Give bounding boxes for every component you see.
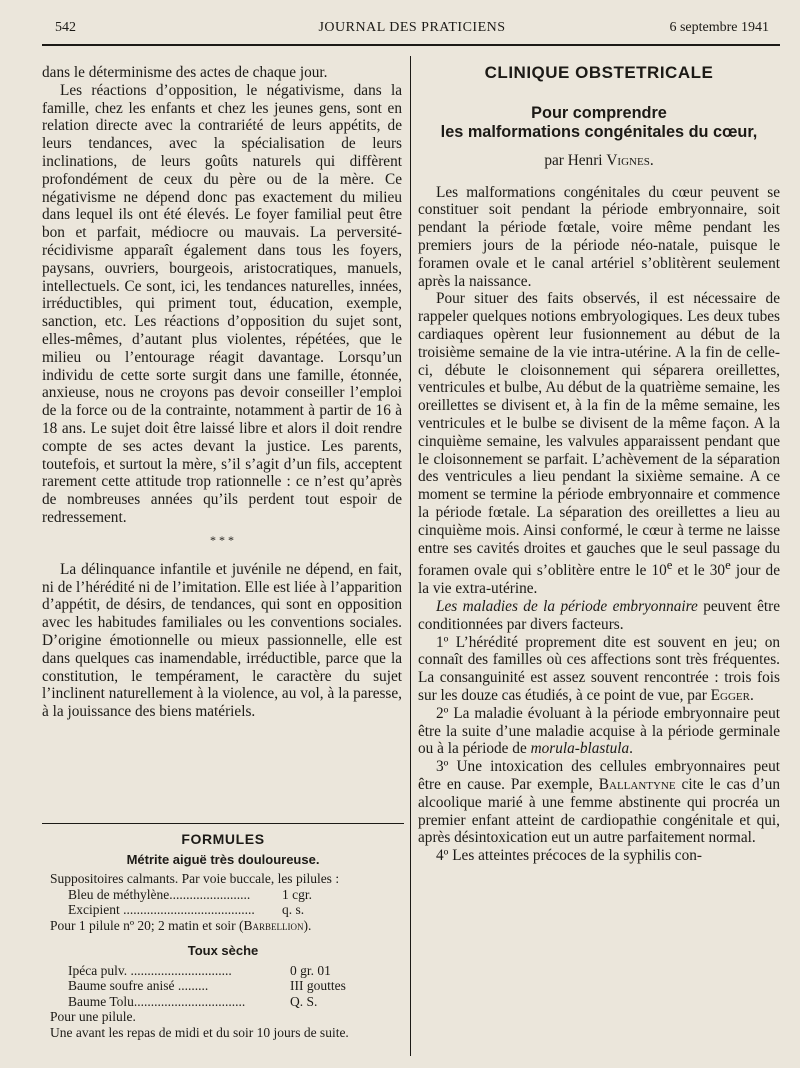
formula-ingredient (42, 994, 404, 1010)
paragraph: dans le déterminisme des actes de chaque jour. (42, 64, 328, 81)
ingredient-qty: Q. S. (290, 993, 318, 1009)
formules-title: FORMULES (181, 831, 265, 847)
running-header (55, 20, 769, 42)
paragraph: 2º La maladie évoluant à la période embryonnaire peut être la suite d’une maladie acquise à la période germinale ou à la période de morula-blastula. (418, 704, 780, 758)
formula-ingredient (42, 963, 404, 979)
paragraph: 3º Une intoxication des cellules embryonnaires peut être en cause. Par exemple, Ballantyne cite le cas d’un alcoolique marié à une femme abstinente qui procréa un premier enfant atteint de cardiopathie congénitale et qui, après désintoxication eut un autre parfaitement normal. (418, 758, 780, 847)
paragraph: Les malformations congénitales du cœur peuvent se constituer soit pendant la période embryonnaire, soit pendant la période fœtale, voire même pendant les premiers jours de la période néo-natale, puisque le foramen ovale et le canal artériel s’oblitèrent seulement après la naissance. (418, 183, 780, 290)
ingredient-name: Bleu de méthylène........................ (68, 886, 251, 902)
formules-top-rule (42, 823, 404, 824)
paragraph: La délinquance infantile et juvénile ne dépend, en fait, ni de l’hérédité ni de l’imitation. Elle est liée à l’apparition d’appétit, de désirs, de tendances, qui sont en opposition avec les habitudes familiales ou les conventions sociales. D’origine émotionnelle ou mieux passionnelle, elle est dans quelques cas inamendable, irréductible, parce que la constitution, le tempérament, le caractère du sujet l’inclinent naturellement à la violence, au vol, à la paresse, à la jouissance des biens matériels. (42, 560, 402, 721)
ingredient-name: Excipient ....................................... (68, 902, 255, 917)
section-separator: * * * (210, 532, 234, 547)
ingredient-qty: q. s. (282, 902, 305, 917)
header-rule (42, 44, 780, 46)
formula-instruction: Une avant les repas de midi et du soir 10 jours de suite. (50, 1024, 349, 1040)
ingredient-name: Ipéca pulv. .............................. (68, 962, 232, 978)
formula-ingredient (42, 978, 404, 994)
ingredient-qty: III gouttes (290, 978, 346, 993)
left-column (42, 64, 402, 721)
formula-subtitle: Métrite aiguë très douloureuse. (126, 851, 320, 867)
formula-ingredient (42, 887, 404, 903)
paragraph: Les maladies de la période embryonnaire peuvent être conditionnées par divers facteurs. (418, 598, 780, 633)
formules-box (42, 828, 404, 1040)
section-title: CLINIQUE OBSTETRICALE (484, 63, 714, 82)
journal-title: JOURNAL DES PRATICIENS (318, 20, 506, 35)
ingredient-name: Baume Tolu................................. (68, 993, 246, 1009)
paragraph: 4º Les atteintes précoces de la syphilis con- (436, 847, 702, 865)
article-byline: par Henri Vignes. (544, 151, 654, 169)
paragraph: Les réactions d’opposition, le négativisme, dans la famille, chez les enfants et chez les jeunes gens, sont en relation directe avec la contrariété de leurs appétits, de leurs tendances, avec la spécialisation de leurs inclinations, de leurs goûts naturels qui diffèrent profondément de ceux du père ou de la mère. Ce négativisme ne dépend donc pas exactement du milieu dans lequel ils ont été élevés. Le foyer familial peut être bon et parfait, médiocre ou mauvais. La perversité-récidivisme apparaît également dans tous les foyers, paysans, ouvriers, bourgeois, aristocratiques, manuels, intellectuels. Ce sont, ici, les tendances naturelles, innées, irréductibles, qui priment tout, éducation, exemple, sanction, etc. Les réactions d’opposition du sujet sont, elles-mêmes, d’autant plus violentes, répétées, que le milieu ou l’entourage réagit davantage. Lorsqu’un individu de cette sorte surgit dans une famille, étonnée, anxieuse, nous ne croyons pas devoir conseiller l’emploi de la force ou de la contrainte, notamment à partir de 16 à 18 ans. Le sujet doit être laissé libre et alors il doit rendre compte de ses actes devant la justice. Les parents, toutefois, et surtout la mère, s’il s’agit d’un fils, acceptent rarement cette attitude trop rationnelle : ce n’est qu’après de nombreuses années qu’ils perdent tout espoir de redressement. (42, 81, 402, 526)
right-column (418, 64, 780, 865)
issue-date: 6 septembre 1941 (669, 20, 769, 35)
column-divider (410, 56, 411, 1056)
ingredient-name: Baume soufre anisé ......... (68, 978, 209, 993)
ingredient-qty: 1 cgr. (282, 886, 312, 902)
article-title: Pour comprendre les malformations congénitales du cœur, (440, 103, 758, 141)
paragraph: 1º L’hérédité proprement dite est souvent en jeu; on connaît des familles où ces affections sont très fréquentes. La consanguinité est assez souvent rencontrée : trois fois sur les douze cas étudiés, à ce point de vue, par Egger. (418, 633, 780, 704)
formula-instruction: Pour une pilule. (50, 1009, 136, 1024)
paragraph: Pour situer des faits observés, il est nécessaire de rappeler quelques notions embryologiques. Les deux tubes cardiaques opèrent leur fusionnement au début de la troisième semaine de la vie intra-utérine. A la fin de celle-ci, débute le cloisonnement qui séparera oreillettes, ventricules et bulbe, Au début de la quatrième semaine, les oreillettes se divisent et, à la fin de la même semaine, les ventricules et le bulbe se divisent de la même façon. A la cinquième semaine, les valvules apparaissent pendant que le cloisonnement se parfait. L’achèvement de la séparation des ventricules a lieu pendant la sixième semaine. A ce moment se termine la période embryonnaire et commence la période fœtale. La séparation des oreillettes a lieu au cinquième mois. Ainsi conformé, le cœur à terme ne laisse entre ses cavités droites et gauches que le seul passage du foramen ovale qui s’oblitère entre le 10e et le 30e jour de la vie extra-utérine. (418, 290, 780, 598)
page-number: 542 (55, 20, 76, 35)
ingredient-qty: 0 gr. 01 (290, 962, 331, 978)
formula-intro: Suppositoires calmants. Par voie buccale, les pilules : (50, 871, 340, 886)
formula-instruction: Pour 1 pilule nº 20; 2 matin et soir (Barbellion). (50, 917, 312, 933)
formula-ingredient (42, 902, 404, 918)
author-name: Vignes (606, 151, 650, 169)
formula-subtitle: Toux sèche (187, 943, 259, 958)
